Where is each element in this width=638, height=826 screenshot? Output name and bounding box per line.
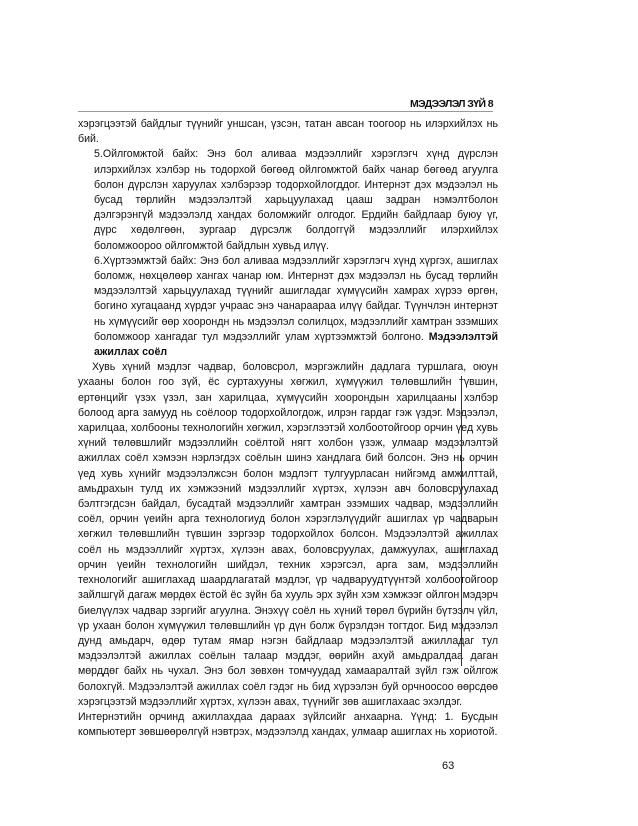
body-text xyxy=(78,117,498,740)
section-heading: Мэдээлэлтэй ажиллах соёл xyxy=(94,330,498,359)
scan-edge-line xyxy=(449,376,462,666)
running-header: МЭДЭЭЛЭЛ ЗҮЙ 8 xyxy=(409,98,493,110)
list-item-6-text: 6.Хүртээмжтэй байх: Энэ бол аливаа мэдээллийг хэрэглэгч хүнд хүргэх, ашиглах боломж, нөхцөлөөр хангах чанар юм. Интернэт дэх мэдээлэл нь бусад төрлийн мэдээлэлтэй харьцуулахад түүнийг ашигладаг хүмүүсийн хамрах хүрээ өргөн, богино хугацаанд хүрдэг учраас энэ чанараараа илүү байдаг. Түүнчлэн интернэт нь хүмүүсийг өөр хоорондн нь мэдээлэл солилцох, мэдээллийг хамтран эзэмших боломжоор хангадаг тул мэдээллийг улам хүртээмжтэй болгоно. xyxy=(94,254,498,343)
list-item-6 xyxy=(94,254,498,360)
list-item-5: 5.Ойлгомжтой байх: Энэ бол аливаа мэдээллийг хэрэглэгч хүнд дүрслэн илэрхийлэх хэлбэр нь тодорхой бөгөөд ойлгомжтой байх чанар бөгөөд агуулга болон дүрслэн харуулах хэлбэрээр тодорхойлогддог. Интернэт дэх мэдээлэл нь бусад төрлийн мэдээлэлтэй харьцуулахад цааш задран нэмэлтболон дэлгэрэнгүй мэдээлэлд хандах боломжийг олгодог. Ердийн байдлаар буюу үг, дүрс хөдөлгөөн, зургаар дүрсэлж болдоггүй мэдээллийг илэрхийлэх боломжоороо ойлгомжтой байдлын хувьд илүү. xyxy=(94,148,498,252)
paragraph-internet: Интернэтийн орчинд ажиллахдаа дараах зүйлсийг анхаарна. Үүнд: 1. Бусдын компьютерт зөвшөөрөлгүй нэвтрэх, мэдээлэлд хандах, улмаар ашиглах нь хориотой. xyxy=(78,710,498,739)
paragraph-culture: Хувь хүний мэдлэг чадвар, боловсрол, мэргэжлийн дадлага туршлага, оюун ухааны болон гоо зүй, ёс суртахууны хөгжил, хүмүүжил төлөвшлийн түвшин, ертөнцийг үзэх үзэл, зан харилцаа, хүмүүсийн хоорондын харилцааны хэлбэр болоод арга замууд нь соёлоор тодорхойлогдож, илрэн гардаг гэж үздэг. Мэдээлэл, харилцаа, холбооны технологийн хөгжил, хэрэглээтэй холбоотойгоор орчин үед хувь хүний төлөвшлийг мэдээллийн соёлтой нягт холбон үзэж, улмаар мэдээлэлтэй ажиллах соёл хэмээн нэрлэгдэх соёлын шинэ хандлага бий болсон. Энэ нь орчин үед хувь хүнийг мэдээлэлжсэн болон мэдлэгт тулгуурласан нийгэмд амжилттай, амьдрахын тулд их хэмжээний мэдээллийг хүртэх, хүлээн авч боловсруулахад бэлтгэгдсэн байдал, бусадтай мэдээллийг хамтран эзэмших чадвар, мэдээллийн соёл, орчин үеийн арга технологиуд болон хэрэглэлүүдийг ашиглах үр чадварын хөгжил төлөвшлийн түвшин зэргээр тодорхойлох болсон. Мэдээлэлтэй ажиллах соёл нь мэдээллийг хүртэх, хүлээн авах, боловсруулах, дамжуулах, ашиглахад орчин үеийн технологийн шийдэл, техник хэрэгсэл, арга зам, мэдээллийн технологийг ашиглахад шаардлагатай мэдлэг, үр чадваруудтүүнтэй холбоотойгоор зайлшгүй дагаж мөрдөх ёстой ёс зүйн ба хууль эрх зүйн хэм хэмжээг ойлгон мэдэрч биелүүлэх чадвар зэргийг агуулна. Энэхүү соёл нь хүний төрөл бүрийн бүтээлч үйл, үр ухаан болон хүмүүжил төлөвшлийн үр дүн болж бүрэлдэн тогтдог. Бид мэдээлэл дунд амьдарч, өдөр тутам ямар нэгэн байдлаар мэдээлэлтэй ажилладаг тул мэдээлэлтэй ажиллах соёлын талаар мэддэг, өөрийн ахуй амьдралдаа даган мөрддөг байх нь чухал. Энэ бол зөвхөн томчуудад хамааралтай зүйл гэж ойлгож болохгүй. Мэдээлэлтэй ажиллах соёл гэдэг нь бид хүрээлэн буй орчноосоо өөрсдөө хэрэгцээтэй мэдээллийг хүртэх, хүлээн авах, түүнийг зөв ашиглахаас эхэлдэг. xyxy=(78,361,498,708)
paragraph-intro: хэрэгцээтэй байдлыг түүнийг уншсан, үзсэн, татан авсан тоогоор нь илэрхийлэх нь бий. xyxy=(78,118,498,146)
page-number: 63 xyxy=(442,760,455,772)
header-rule xyxy=(78,111,493,112)
